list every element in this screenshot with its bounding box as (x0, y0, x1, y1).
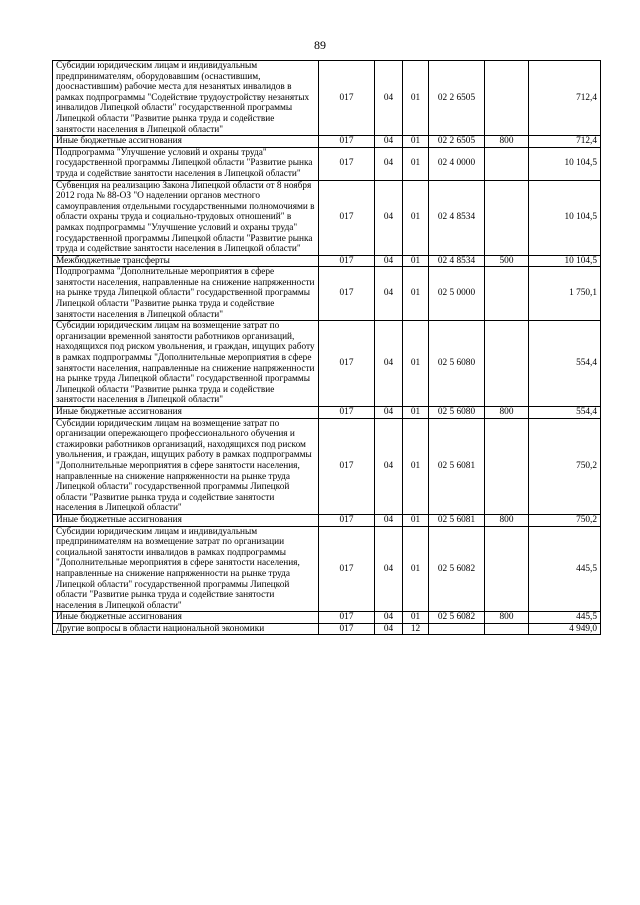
subsection-code-cell: 12 (403, 623, 429, 635)
amount-cell: 712,4 (529, 136, 601, 148)
ministry-code-cell: 017 (319, 623, 375, 635)
subsection-code-cell: 01 (403, 514, 429, 526)
expense-type-cell: 800 (485, 407, 529, 419)
budget-table (52, 60, 601, 635)
expense-type-cell (485, 526, 529, 612)
row-name-cell: Субсидии юридическим лицам на возмещение затрат по организации опережающего профессионального обучения и стажировки работников организаций, находящихся под риском увольнения, и граждан, ищущих работу в рамках подпрограммы "Дополнительные мероприятия в сфере занятости населения, направленные на снижение напряженности на рынке труда Липецкой области" государственной программы Липецкой области "Развитие рынка труда и содействие занятости населения в Липецкой области" (53, 418, 319, 514)
amount-cell: 10 104,5 (529, 147, 601, 180)
table-row (53, 267, 601, 321)
ministry-code-cell: 017 (319, 514, 375, 526)
amount-cell: 750,2 (529, 514, 601, 526)
target-article-cell: 02 2 6505 (429, 61, 485, 136)
table-row (53, 136, 601, 148)
section-code-cell: 04 (375, 623, 403, 635)
target-article-cell: 02 2 6505 (429, 136, 485, 148)
section-code-cell: 04 (375, 526, 403, 612)
row-name-cell: Иные бюджетные ассигнования (53, 136, 319, 148)
row-name-cell: Иные бюджетные ассигнования (53, 407, 319, 419)
row-name-cell: Субвенция на реализацию Закона Липецкой области от 8 ноября 2012 года № 88-ОЗ "О наделении органов местного самоуправления отдельными государственными полномочиями в области охраны труда и социально-трудовых отношений" в рамках подпрограммы "Улучшение условий и охраны труда" государственной программы Липецкой области "Развитие рынка труда и содействие занятости населения в Липецкой области" (53, 180, 319, 255)
target-article-cell: 02 4 0000 (429, 147, 485, 180)
subsection-code-cell: 01 (403, 407, 429, 419)
row-name-cell: Субсидии юридическим лицам и индивидуальным предпринимателям на возмещение затрат по организации социальной занятости инвалидов в рамках подпрограммы "Дополнительные мероприятия в сфере занятости населения, направленные на снижение напряженности на рынке труда Липецкой области" государственной программы Липецкой области "Развитие рынка труда и содействие занятости населения в Липецкой области" (53, 526, 319, 612)
amount-cell: 554,4 (529, 407, 601, 419)
section-code-cell: 04 (375, 147, 403, 180)
ministry-code-cell: 017 (319, 407, 375, 419)
ministry-code-cell: 017 (319, 147, 375, 180)
section-code-cell: 04 (375, 514, 403, 526)
target-article-cell: 02 5 0000 (429, 267, 485, 321)
section-code-cell: 04 (375, 255, 403, 267)
amount-cell: 712,4 (529, 61, 601, 136)
expense-type-cell: 800 (485, 612, 529, 624)
expense-type-cell (485, 147, 529, 180)
ministry-code-cell: 017 (319, 612, 375, 624)
target-article-cell: 02 4 8534 (429, 255, 485, 267)
amount-cell: 750,2 (529, 418, 601, 514)
table-row (53, 147, 601, 180)
table-row (53, 612, 601, 624)
ministry-code-cell: 017 (319, 267, 375, 321)
ministry-code-cell: 017 (319, 180, 375, 255)
section-code-cell: 04 (375, 612, 403, 624)
subsection-code-cell: 01 (403, 61, 429, 136)
target-article-cell: 02 4 8534 (429, 180, 485, 255)
subsection-code-cell: 01 (403, 321, 429, 407)
row-name-cell: Подпрограмма "Улучшение условий и охраны труда" государственной программы Липецкой области "Развитие рынка труда и содействие занятости населения в Липецкой области" (53, 147, 319, 180)
row-name-cell: Субсидии юридическим лицам и индивидуальным предпринимателям, оборудовавшим (оснастившим, дооснастившим) рабочие места для незанятых инвалидов в рамках подпрограммы "Содействие трудоустройству незанятых инвалидов Липецкой области" государственной программы Липецкой области "Развитие рынка труда и содействие занятости населения в Липецкой области" (53, 61, 319, 136)
amount-cell: 10 104,5 (529, 255, 601, 267)
ministry-code-cell: 017 (319, 321, 375, 407)
subsection-code-cell: 01 (403, 612, 429, 624)
table-row (53, 321, 601, 407)
ministry-code-cell: 017 (319, 136, 375, 148)
amount-cell: 445,5 (529, 526, 601, 612)
expense-type-cell (485, 180, 529, 255)
ministry-code-cell: 017 (319, 61, 375, 136)
target-article-cell: 02 5 6080 (429, 321, 485, 407)
row-name-cell: Субсидии юридическим лицам на возмещение затрат по организации временной занятости работников организаций, находящихся под риском увольнения, и граждан, ищущих работу в рамках подпрограммы "Дополнительные мероприятия в сфере занятости населения, направленные на снижение напряженности на рынке труда Липецкой области" государственной программы Липецкой области "Развитие рынка труда и содействие занятости населения в Липецкой области" (53, 321, 319, 407)
subsection-code-cell: 01 (403, 147, 429, 180)
table-row (53, 514, 601, 526)
expense-type-cell: 800 (485, 136, 529, 148)
section-code-cell: 04 (375, 136, 403, 148)
section-code-cell: 04 (375, 418, 403, 514)
ministry-code-cell: 017 (319, 255, 375, 267)
section-code-cell: 04 (375, 61, 403, 136)
subsection-code-cell: 01 (403, 255, 429, 267)
row-name-cell: Другие вопросы в области национальной экономики (53, 623, 319, 635)
ministry-code-cell: 017 (319, 526, 375, 612)
table-row (53, 180, 601, 255)
table-row (53, 526, 601, 612)
table-row (53, 418, 601, 514)
section-code-cell: 04 (375, 180, 403, 255)
expense-type-cell (485, 267, 529, 321)
expense-type-cell (485, 321, 529, 407)
row-name-cell: Иные бюджетные ассигнования (53, 514, 319, 526)
expense-type-cell (485, 418, 529, 514)
expense-type-cell: 800 (485, 514, 529, 526)
target-article-cell: 02 5 6082 (429, 526, 485, 612)
section-code-cell: 04 (375, 267, 403, 321)
amount-cell: 445,5 (529, 612, 601, 624)
subsection-code-cell: 01 (403, 136, 429, 148)
table-row (53, 623, 601, 635)
page-number: 89 (314, 38, 326, 52)
target-article-cell: 02 5 6081 (429, 418, 485, 514)
table-row (53, 61, 601, 136)
table-row (53, 407, 601, 419)
row-name-cell: Межбюджетные трансферты (53, 255, 319, 267)
amount-cell: 554,4 (529, 321, 601, 407)
amount-cell: 10 104,5 (529, 180, 601, 255)
expense-type-cell: 500 (485, 255, 529, 267)
target-article-cell: 02 5 6081 (429, 514, 485, 526)
section-code-cell: 04 (375, 407, 403, 419)
expense-type-cell (485, 61, 529, 136)
row-name-cell: Иные бюджетные ассигнования (53, 612, 319, 624)
subsection-code-cell: 01 (403, 526, 429, 612)
target-article-cell (429, 623, 485, 635)
expense-type-cell (485, 623, 529, 635)
ministry-code-cell: 017 (319, 418, 375, 514)
target-article-cell: 02 5 6082 (429, 612, 485, 624)
section-code-cell: 04 (375, 321, 403, 407)
amount-cell: 4 949,0 (529, 623, 601, 635)
subsection-code-cell: 01 (403, 418, 429, 514)
subsection-code-cell: 01 (403, 180, 429, 255)
subsection-code-cell: 01 (403, 267, 429, 321)
row-name-cell: Подпрограмма "Дополнительные мероприятия в сфере занятости населения, направленные на снижение напряженности на рынке труда Липецкой области" государственной программы Липецкой области "Развитие рынка труда и содействие занятости населения в Липецкой области" (53, 267, 319, 321)
amount-cell: 1 750,1 (529, 267, 601, 321)
target-article-cell: 02 5 6080 (429, 407, 485, 419)
table-row (53, 255, 601, 267)
